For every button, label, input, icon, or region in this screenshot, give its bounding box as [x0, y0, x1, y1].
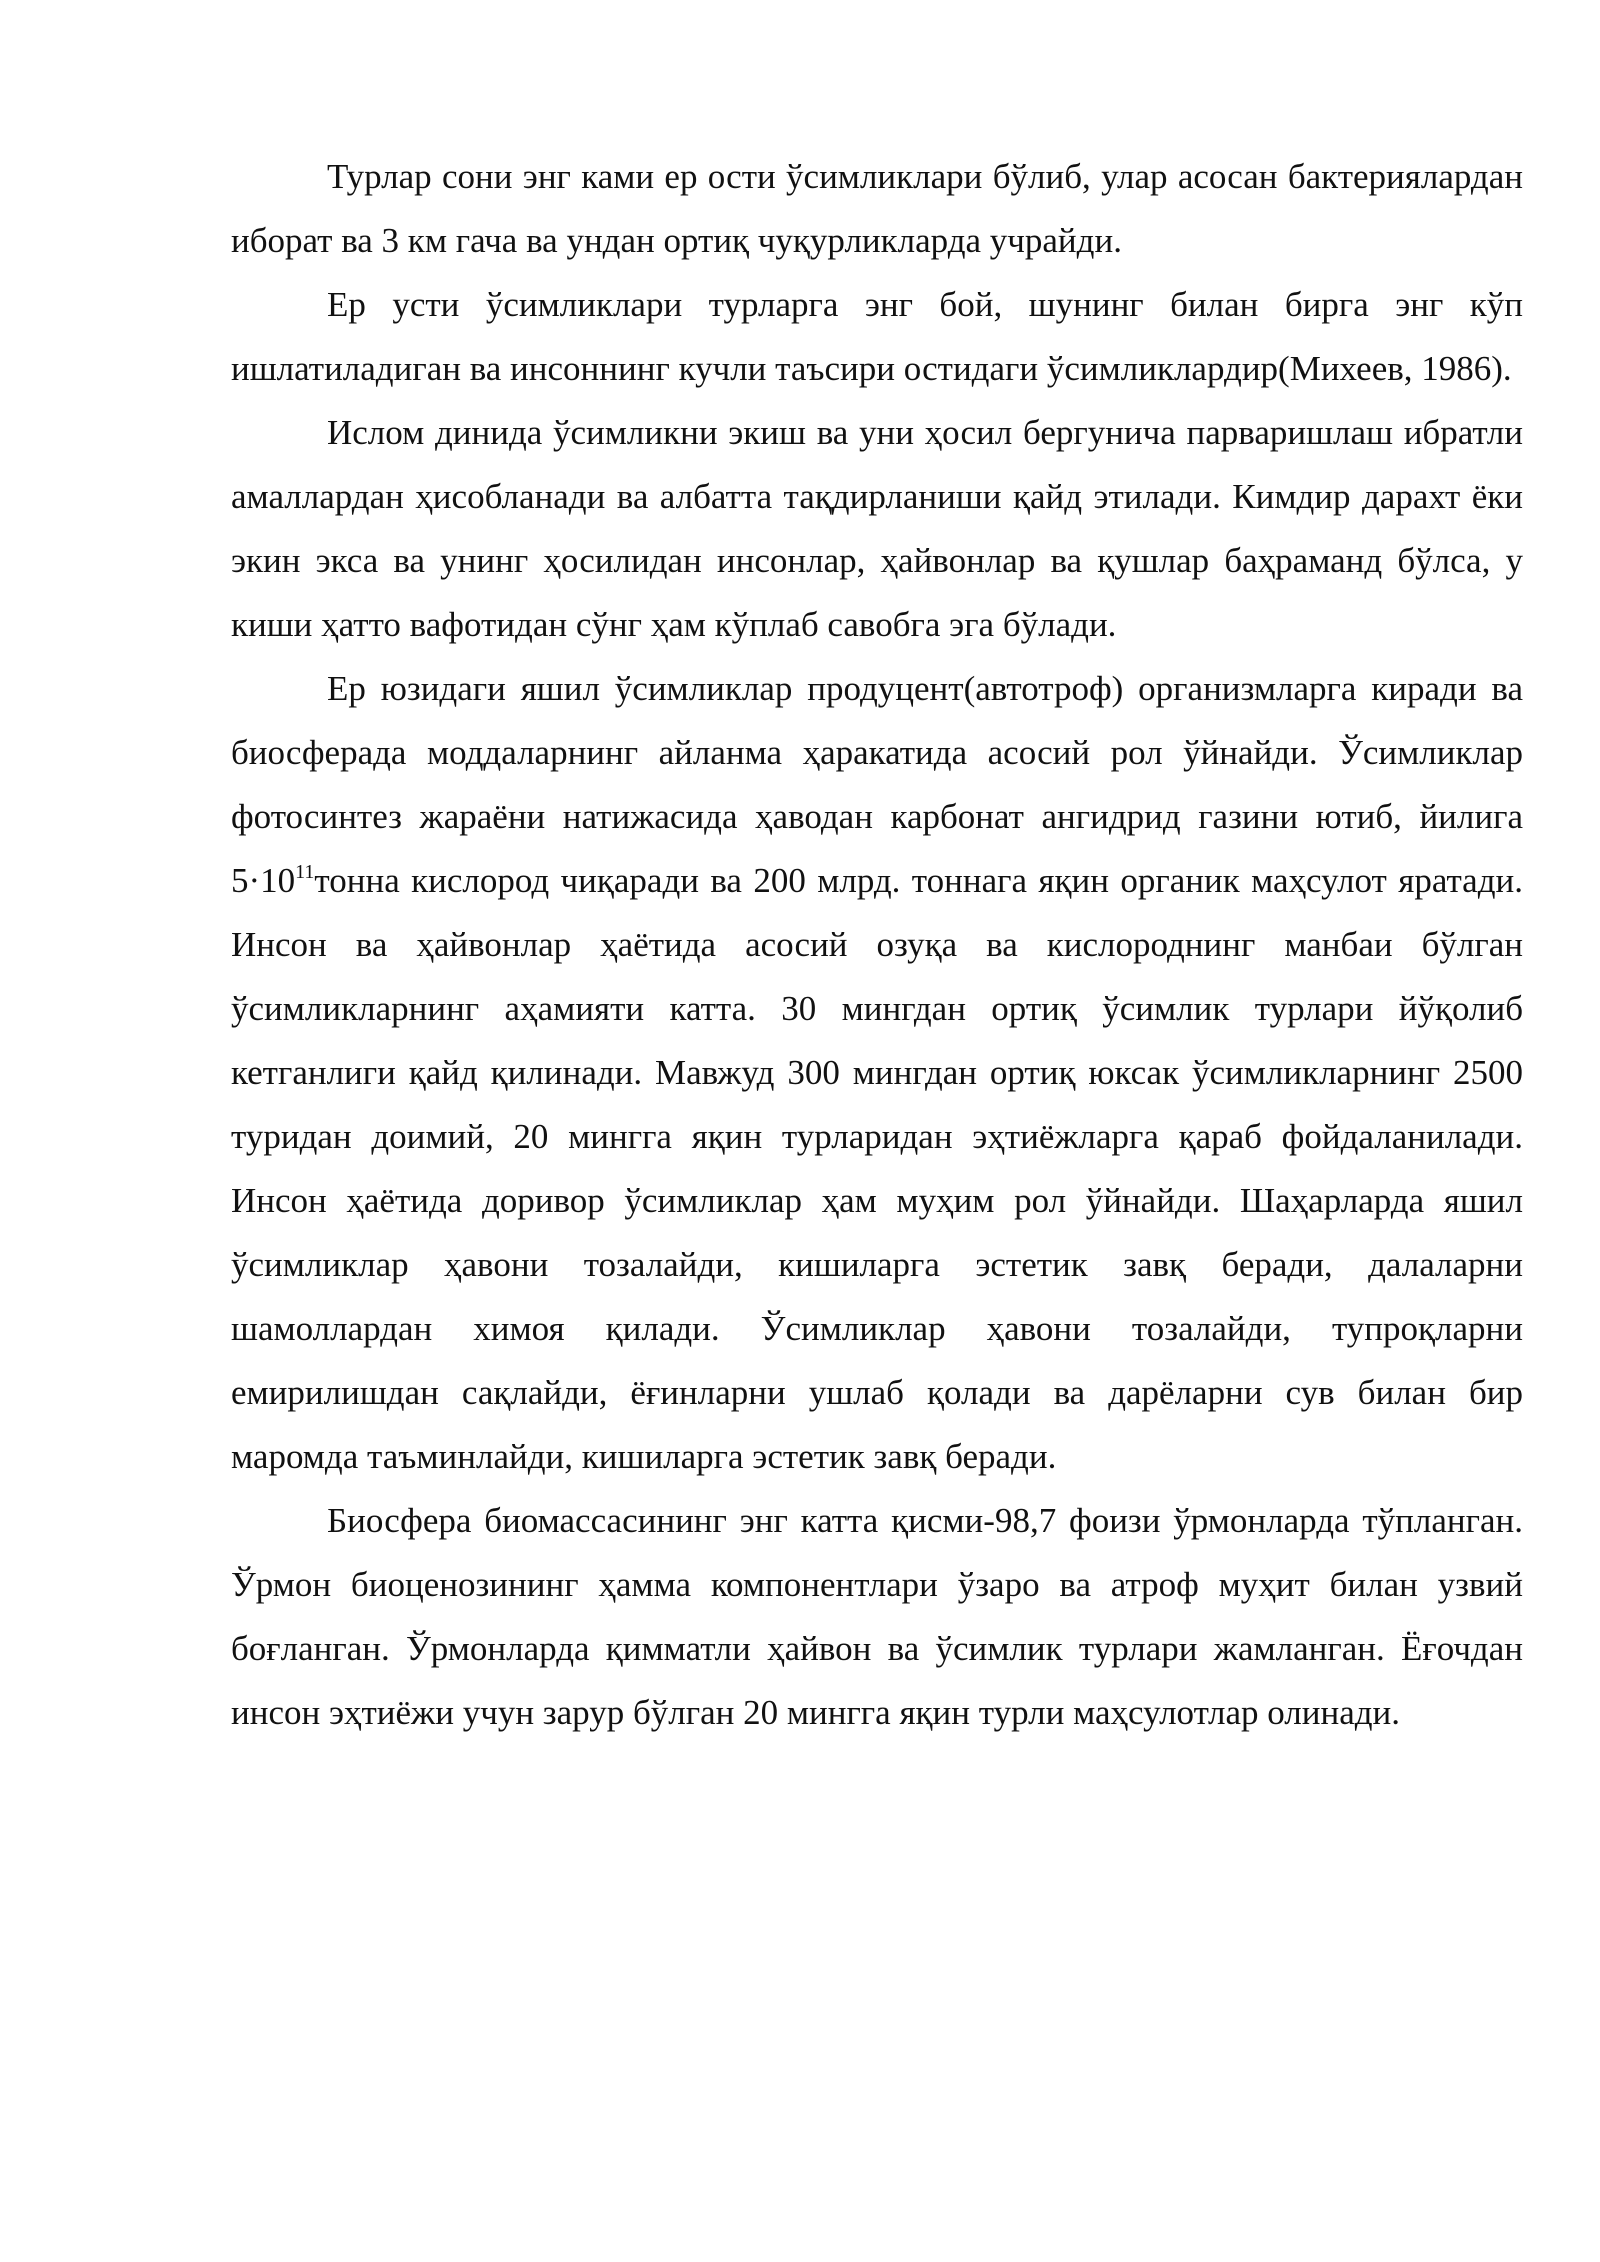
paragraph-green-plants-part-2: тонна кислород чиқаради ва 200 млрд. тоннага яқин органик маҳсулот яратади. Инсон ва ҳайвонлар ҳаётида асосий озуқа ва кислороднинг манбаи бўлган ўсимликларнинг аҳамияти катта. 30 мингдан ортиқ ўсимлик турлари йўқолиб кетганлиги қайд қилинади. Мавжуд 300 мингдан ортиқ юксак ўсимликларнинг 2500 туридан доимий, 20 мингга яқин турларидан эҳтиёжларга қараб фойдаланилади. Инсон ҳаётида доривор ўсимликлар ҳам муҳим рол ўйнайди. Шаҳарларда яшил ўсимликлар ҳавони тозалайди, кишиларга эстетик завқ беради, далаларни шамоллардан химоя қилади. Ўсимликлар ҳавони тозалайди, тупроқларни емирилишдан сақлайди, ёғинларни ушлаб қолади ва дарёларни сув билан бир маромда таъминлайди, кишиларга эстетик завқ беради. — [231, 861, 1523, 1476]
paragraph-green-plants-part-1: Ер юзидаги яшил ўсимликлар продуцент(автотроф) организмларга киради ва биосферада моддаларнинг айланма ҳаракатида асосий рол ўйнайди. Ўсимликлар фотосинтез жараёни натижасида ҳаводан карбонат ангидрид газини ютиб, йилига 5·10 — [231, 669, 1523, 900]
paragraph-surface-plants: Ер усти ўсимликлари турларга энг бой, шунинг билан бирга энг кўп ишлатиладиган ва инсоннинг кучли таъсири остидаги ўсимликлардир(Михеев, 1986). — [231, 285, 1523, 388]
paragraph-islam-planting: Ислом динида ўсимликни экиш ва уни ҳосил бергунича парваришлаш ибратли амаллардан ҳисобланади ва албатта тақдирланиши қайд этилади. Кимдир дарахт ёки экин экса ва унинг ҳосилидан инсонлар, ҳайвонлар ва қушлар баҳраманд бўлса, у киши ҳатто вафотидан сўнг ҳам кўплаб савобга эга бўлади. — [231, 413, 1523, 644]
paragraph-forest-biomass: Биосфера биомассасининг энг катта қисми-98,7 фоизи ўрмонларда тўпланган. Ўрмон биоценозининг ҳамма компонентлари ўзаро ва атроф муҳит билан узвий боғланган. Ўрмонларда қимматли ҳайвон ва ўсимлик турлари жамланган. Ёғочдан инсон эҳтиёжи учун зарур бўлган 20 мингга яқин турли маҳсулотлар олинади. — [231, 1501, 1523, 1732]
paragraph-underground-plants: Турлар сони энг ками ер ости ўсимликлари бўлиб, улар асосан бактериялардан иборат ва 3 км гача ва ундан ортиқ чуқурликларда учрайди. — [231, 157, 1523, 260]
exponent-superscript: 11 — [295, 861, 315, 883]
paragraph-green-plants — [231, 657, 1523, 1489]
document-body — [231, 145, 1523, 1745]
